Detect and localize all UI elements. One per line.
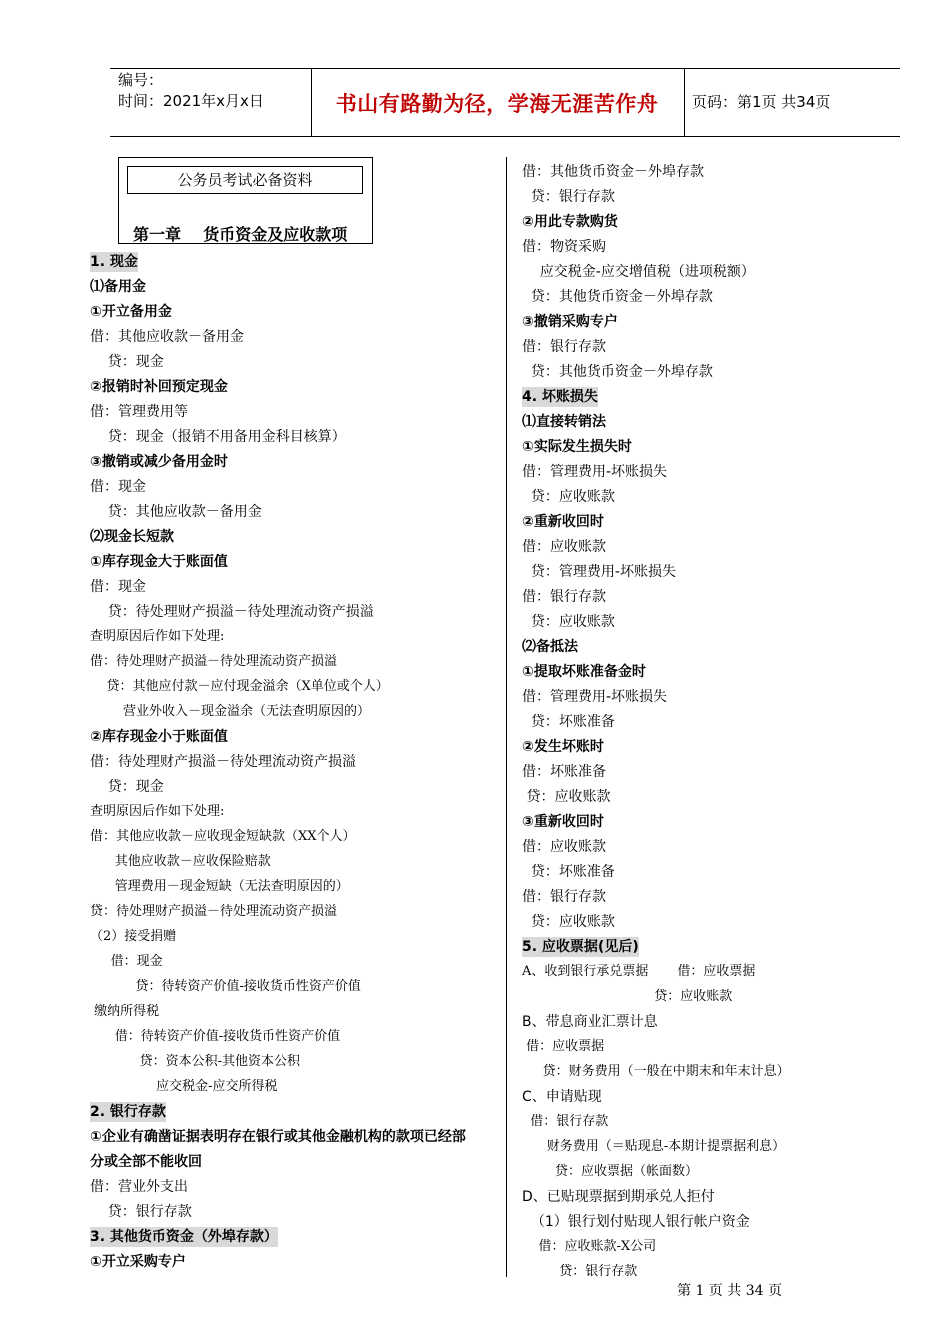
right-line: B、带息商业汇票计息 bbox=[522, 1014, 658, 1030]
right-line: 借：管理费用-坏账损失 bbox=[522, 689, 668, 705]
right-line: 贷：应收账款 bbox=[522, 789, 611, 805]
left-line: 贷：现金 bbox=[90, 779, 164, 795]
left-line: ①企业有确凿证据表明存在银行或其他金融机构的款项已经部 bbox=[90, 1129, 466, 1145]
left-line: 缴纳所得税 bbox=[90, 1004, 160, 1019]
left-line: 借：现金 bbox=[90, 579, 146, 595]
right-line: 借：应收账款 bbox=[522, 839, 606, 855]
page-footer: 第 1 页 共 34 页 bbox=[677, 1283, 782, 1299]
left-line: ①开立备用金 bbox=[90, 304, 172, 320]
left-line: 借：现金 bbox=[90, 954, 163, 969]
left-line: 贷：现金 bbox=[90, 354, 164, 370]
left-line: 贷：资本公积-其他资本公积 bbox=[90, 1054, 300, 1069]
column-divider bbox=[506, 157, 507, 1277]
header-page-info: 页码：第1页 共34页 bbox=[692, 93, 831, 111]
right-line: 借：应收票据 bbox=[522, 1039, 605, 1054]
left-line: （2）接受捐赠 bbox=[90, 929, 177, 944]
right-line: 贷：应收账款 bbox=[522, 914, 615, 930]
header-motto: 书山有路勤为径，学海无涯苦作舟 bbox=[335, 92, 659, 116]
left-line: 借：管理费用等 bbox=[90, 404, 188, 420]
left-line: ②报销时补回预定现金 bbox=[90, 379, 228, 395]
right-line: 借：银行存款 bbox=[522, 339, 606, 355]
right-line: 贷：银行存款 bbox=[522, 189, 615, 205]
right-line: 借：应收账款 bbox=[522, 539, 606, 555]
right-line: 借：其他货币资金－外埠存款 bbox=[522, 164, 704, 180]
right-line: 5. 应收票据(见后) bbox=[522, 939, 639, 955]
right-line: ③重新收回时 bbox=[522, 814, 604, 830]
right-line: ①实际发生损失时 bbox=[522, 439, 632, 455]
right-line: 贷：财务费用（一般在中期末和年末计息） bbox=[522, 1064, 790, 1079]
left-line: 借：待处理财产损溢－待处理流动资产损溢 bbox=[90, 654, 338, 669]
right-line: 借：银行存款 bbox=[522, 589, 606, 605]
left-line: 2. 银行存款 bbox=[90, 1104, 166, 1120]
right-line: 贷：其他货币资金－外埠存款 bbox=[522, 289, 713, 305]
title-box bbox=[118, 157, 373, 244]
right-line: 借：坏账准备 bbox=[522, 764, 606, 780]
left-line: 贷：现金（报销不用备用金科目核算） bbox=[90, 429, 346, 445]
right-line: A、收到银行承兑票据 借：应收票据 bbox=[522, 964, 756, 979]
left-line: 借：现金 bbox=[90, 479, 146, 495]
right-line: ③撤销采购专户 bbox=[522, 314, 618, 330]
left-line: 借：待处理财产损溢－待处理流动资产损溢 bbox=[90, 754, 356, 770]
left-line: 1. 现金 bbox=[90, 254, 138, 270]
left-line: 分或全部不能收回 bbox=[90, 1154, 202, 1170]
right-line: 贷：坏账准备 bbox=[522, 714, 615, 730]
header-divider-right bbox=[684, 68, 685, 136]
right-line: 贷：应收账款 bbox=[522, 489, 615, 505]
right-line: ②重新收回时 bbox=[522, 514, 604, 530]
right-line: D、已贴现票据到期承兑人拒付 bbox=[522, 1189, 715, 1205]
left-line: 应交税金-应交所得税 bbox=[90, 1079, 278, 1094]
left-line: 查明原因后作如下处理: bbox=[90, 629, 225, 644]
left-line: 借：其他应收款－备用金 bbox=[90, 329, 244, 345]
left-line: 贷：待处理财产损溢－待处理流动资产损溢 bbox=[90, 604, 374, 620]
left-line: 查明原因后作如下处理: bbox=[90, 804, 225, 819]
left-line: ②库存现金小于账面值 bbox=[90, 729, 228, 745]
right-line: C、申请贴现 bbox=[522, 1089, 602, 1105]
left-line: 贷：其他应收款－备用金 bbox=[90, 504, 262, 520]
right-line: ①提取坏账准备金时 bbox=[522, 664, 646, 680]
header-bottom-rule bbox=[110, 136, 900, 137]
left-line: 营业外收入－现金溢余（无法查明原因的） bbox=[90, 704, 371, 719]
left-line: ①库存现金大于账面值 bbox=[90, 554, 228, 570]
right-line: 4. 坏账损失 bbox=[522, 389, 598, 405]
left-line: ⑵现金长短款 bbox=[90, 529, 174, 545]
right-line: 贷：应收账款 bbox=[522, 614, 615, 630]
chapter-heading: 第一章 货币资金及应收款项 bbox=[133, 225, 348, 244]
right-line: ②用此专款购货 bbox=[522, 214, 618, 230]
left-line: 其他应收款－应收保险赔款 bbox=[90, 854, 271, 869]
right-line: 应交税金-应交增值税（进项税额） bbox=[522, 264, 755, 280]
header-time: 时间：2021年x月x日 bbox=[118, 92, 264, 110]
left-line: 管理费用－现金短缺（无法查明原因的） bbox=[90, 879, 349, 894]
right-line: ②发生坏账时 bbox=[522, 739, 604, 755]
right-line: 借：银行存款 bbox=[522, 889, 606, 905]
right-line: 贷：管理费用-坏账损失 bbox=[522, 564, 676, 580]
left-line: ①开立采购专户 bbox=[90, 1254, 186, 1270]
left-line: 借：其他应收款－应收现金短缺款（XX个人） bbox=[90, 829, 356, 844]
right-line: 借：应收账款-X公司 bbox=[522, 1239, 657, 1254]
right-line: 贷：其他货币资金－外埠存款 bbox=[522, 364, 713, 380]
left-line: 借：待转资产价值-接收货币性资产价值 bbox=[90, 1029, 341, 1044]
left-line: ⑴备用金 bbox=[90, 279, 146, 295]
right-line: 借：管理费用-坏账损失 bbox=[522, 464, 668, 480]
left-line: 贷：其他应付款－应付现金溢余（X单位或个人） bbox=[90, 679, 389, 694]
header-meta bbox=[118, 70, 264, 112]
right-line: 借：物资采购 bbox=[522, 239, 606, 255]
left-line: 借：营业外支出 bbox=[90, 1179, 188, 1195]
title-box-text: 公务员考试必备资料 bbox=[127, 166, 363, 194]
right-line: 贷：银行存款 bbox=[522, 1264, 638, 1279]
left-line: 贷：待转资产价值-接收货币性资产价值 bbox=[90, 979, 361, 994]
header-top-rule bbox=[110, 68, 900, 69]
left-line: 3. 其他货币资金（外埠存款） bbox=[90, 1229, 278, 1245]
left-line: 贷：待处理财产损溢－待处理流动资产损溢 bbox=[90, 904, 338, 919]
left-line: ③撤销或减少备用金时 bbox=[90, 454, 228, 470]
right-line: ⑴直接转销法 bbox=[522, 414, 606, 430]
header-number: 编号： bbox=[118, 71, 164, 89]
right-line: ⑵备抵法 bbox=[522, 639, 578, 655]
left-line: 贷：银行存款 bbox=[90, 1204, 192, 1220]
right-line: 财务费用（＝贴现息-本期计提票据利息） bbox=[522, 1139, 786, 1154]
right-line: 贷：坏账准备 bbox=[522, 864, 615, 880]
right-line: 贷：应收票据（帐面数） bbox=[522, 1164, 699, 1179]
right-line: 贷：应收账款 bbox=[522, 989, 733, 1004]
right-line: 借：银行存款 bbox=[522, 1114, 609, 1129]
right-line: （1）银行划付贴现人银行帐户资金 bbox=[522, 1214, 750, 1230]
